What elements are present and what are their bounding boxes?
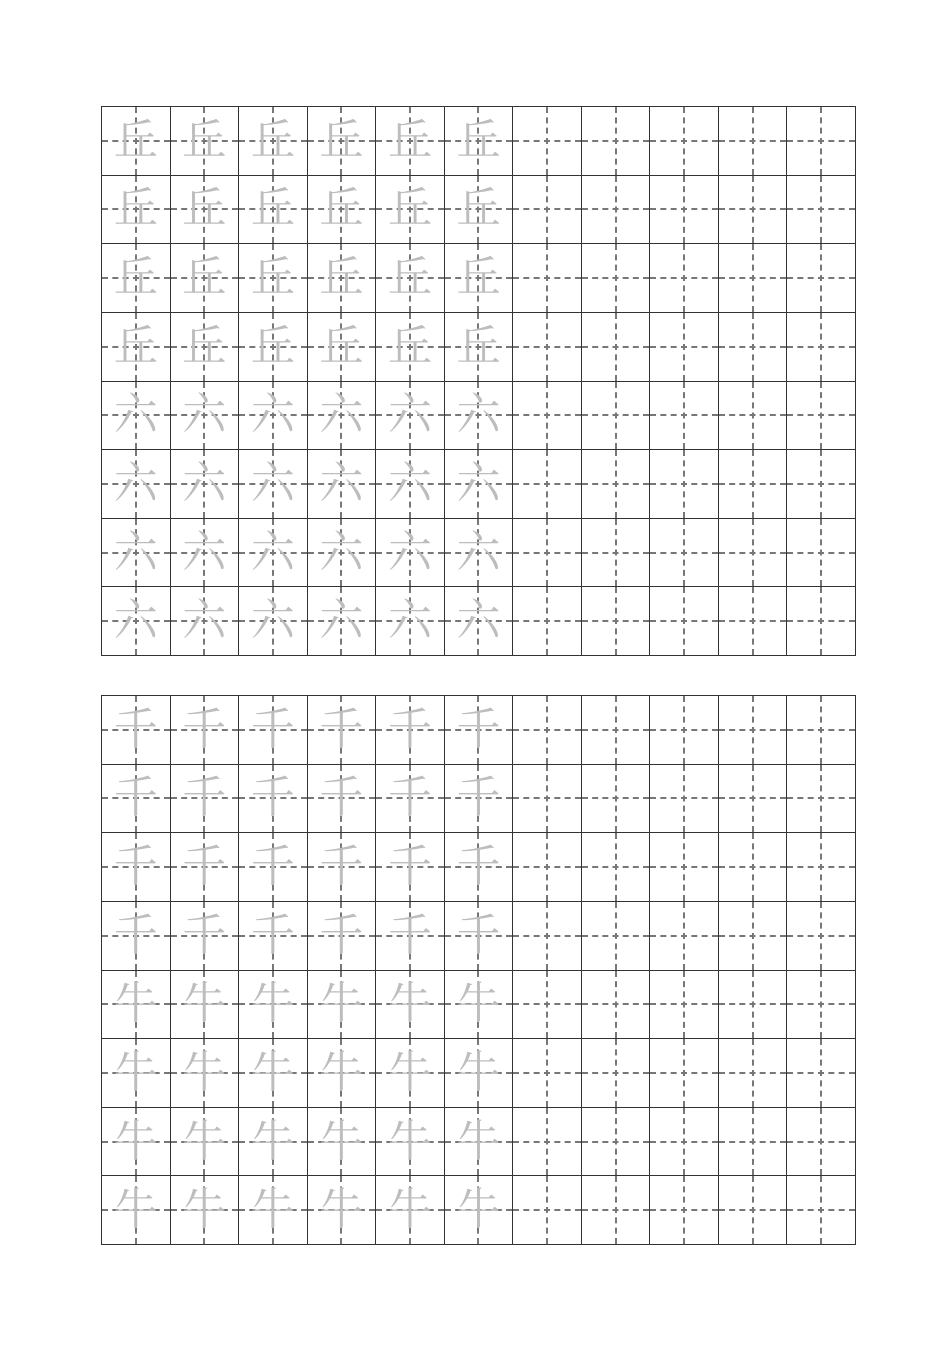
trace-character: 牛 xyxy=(113,1046,158,1098)
blank-writing-cell[interactable] xyxy=(787,1108,856,1177)
blank-writing-cell[interactable] xyxy=(787,519,856,588)
trace-character: 六 xyxy=(182,457,227,509)
trace-character: 六 xyxy=(456,389,501,441)
trace-character: 千 xyxy=(319,703,364,755)
blank-writing-cell[interactable] xyxy=(787,902,856,971)
trace-cell xyxy=(239,176,308,245)
trace-character: 牛 xyxy=(250,1184,295,1236)
trace-cell xyxy=(102,1039,171,1108)
trace-cell xyxy=(102,107,171,176)
trace-cell xyxy=(376,313,445,382)
trace-cell xyxy=(308,1108,377,1177)
trace-character: 千 xyxy=(250,772,295,824)
trace-cell xyxy=(102,971,171,1040)
trace-cell xyxy=(239,107,308,176)
trace-cell xyxy=(376,244,445,313)
trace-character: 丘 xyxy=(319,320,364,372)
trace-character: 丘 xyxy=(456,183,501,235)
trace-cell xyxy=(102,765,171,834)
trace-cell xyxy=(445,833,514,902)
blank-writing-cell[interactable] xyxy=(719,1039,788,1108)
trace-character: 牛 xyxy=(250,1046,295,1098)
trace-cell xyxy=(308,1176,377,1245)
trace-character: 六 xyxy=(456,457,501,509)
blank-writing-cell[interactable] xyxy=(650,902,719,971)
trace-character: 六 xyxy=(113,526,158,578)
trace-character: 千 xyxy=(182,909,227,961)
trace-character: 六 xyxy=(319,526,364,578)
trace-cell xyxy=(239,1108,308,1177)
trace-cell xyxy=(376,902,445,971)
blank-writing-cell[interactable] xyxy=(582,587,651,656)
trace-character: 千 xyxy=(387,909,432,961)
blank-writing-cell[interactable] xyxy=(513,902,582,971)
trace-character: 丘 xyxy=(113,114,158,166)
trace-character: 六 xyxy=(250,457,295,509)
trace-character: 牛 xyxy=(456,1046,501,1098)
trace-character: 六 xyxy=(456,526,501,578)
trace-character: 千 xyxy=(456,909,501,961)
blank-writing-cell[interactable] xyxy=(787,1039,856,1108)
trace-cell xyxy=(102,902,171,971)
trace-character: 六 xyxy=(113,389,158,441)
trace-character: 丘 xyxy=(250,320,295,372)
trace-character: 千 xyxy=(250,841,295,893)
trace-character: 丘 xyxy=(319,114,364,166)
trace-character: 六 xyxy=(319,595,364,647)
blank-writing-cell[interactable] xyxy=(787,971,856,1040)
trace-cell xyxy=(308,696,377,765)
trace-cell xyxy=(376,382,445,451)
blank-writing-cell[interactable] xyxy=(787,244,856,313)
trace-cell xyxy=(445,696,514,765)
trace-character: 六 xyxy=(250,526,295,578)
trace-character: 丘 xyxy=(113,252,158,304)
trace-character: 千 xyxy=(319,841,364,893)
trace-cell xyxy=(102,313,171,382)
trace-character: 丘 xyxy=(182,252,227,304)
trace-character: 六 xyxy=(387,389,432,441)
trace-cell xyxy=(308,176,377,245)
trace-character: 牛 xyxy=(113,978,158,1030)
blank-writing-cell[interactable] xyxy=(719,107,788,176)
trace-cell xyxy=(445,107,514,176)
trace-character: 丘 xyxy=(319,252,364,304)
trace-cell xyxy=(239,696,308,765)
trace-cell xyxy=(102,176,171,245)
trace-character: 六 xyxy=(319,389,364,441)
blank-writing-cell[interactable] xyxy=(513,382,582,451)
blank-writing-cell[interactable] xyxy=(513,1176,582,1245)
blank-writing-cell[interactable] xyxy=(650,244,719,313)
trace-character: 牛 xyxy=(387,1115,432,1167)
trace-cell xyxy=(308,107,377,176)
trace-cell xyxy=(308,765,377,834)
blank-writing-cell[interactable] xyxy=(513,587,582,656)
blank-writing-cell[interactable] xyxy=(513,1039,582,1108)
trace-character: 牛 xyxy=(387,978,432,1030)
trace-cell xyxy=(376,971,445,1040)
trace-cell xyxy=(102,450,171,519)
blank-writing-cell[interactable] xyxy=(582,971,651,1040)
trace-cell xyxy=(171,519,240,588)
trace-character: 牛 xyxy=(250,1115,295,1167)
blank-writing-cell[interactable] xyxy=(787,1176,856,1245)
trace-character: 千 xyxy=(182,841,227,893)
trace-cell xyxy=(239,244,308,313)
trace-character: 丘 xyxy=(182,183,227,235)
trace-cell xyxy=(445,382,514,451)
trace-character: 牛 xyxy=(182,1115,227,1167)
trace-character: 丘 xyxy=(113,183,158,235)
trace-cell xyxy=(445,1108,514,1177)
practice-sheet-1 xyxy=(101,106,856,656)
trace-character: 千 xyxy=(319,772,364,824)
trace-character: 千 xyxy=(387,841,432,893)
blank-writing-cell[interactable] xyxy=(513,244,582,313)
blank-writing-cell[interactable] xyxy=(513,833,582,902)
trace-cell xyxy=(445,765,514,834)
trace-character: 六 xyxy=(456,595,501,647)
trace-character: 牛 xyxy=(456,1115,501,1167)
trace-character: 六 xyxy=(182,526,227,578)
trace-cell xyxy=(171,176,240,245)
trace-cell xyxy=(376,1176,445,1245)
blank-writing-cell[interactable] xyxy=(719,1176,788,1245)
trace-cell xyxy=(308,313,377,382)
blank-writing-cell[interactable] xyxy=(787,587,856,656)
blank-writing-cell[interactable] xyxy=(650,1039,719,1108)
blank-writing-cell[interactable] xyxy=(513,971,582,1040)
trace-cell xyxy=(171,971,240,1040)
trace-character: 牛 xyxy=(182,1184,227,1236)
trace-character: 牛 xyxy=(319,1184,364,1236)
blank-writing-cell[interactable] xyxy=(719,765,788,834)
trace-cell xyxy=(102,382,171,451)
trace-cell xyxy=(239,587,308,656)
trace-character: 六 xyxy=(387,595,432,647)
trace-cell xyxy=(102,1176,171,1245)
trace-character: 牛 xyxy=(319,1115,364,1167)
blank-writing-cell[interactable] xyxy=(650,587,719,656)
blank-writing-cell[interactable] xyxy=(582,519,651,588)
blank-writing-cell[interactable] xyxy=(513,176,582,245)
blank-writing-cell[interactable] xyxy=(582,833,651,902)
trace-cell xyxy=(308,519,377,588)
trace-cell xyxy=(171,107,240,176)
blank-writing-cell[interactable] xyxy=(582,382,651,451)
trace-cell xyxy=(308,1039,377,1108)
trace-character: 千 xyxy=(113,703,158,755)
trace-cell xyxy=(445,971,514,1040)
trace-character: 牛 xyxy=(182,1046,227,1098)
trace-cell xyxy=(171,833,240,902)
trace-character: 千 xyxy=(456,772,501,824)
trace-character: 牛 xyxy=(113,1184,158,1236)
trace-cell xyxy=(308,244,377,313)
trace-character: 丘 xyxy=(387,183,432,235)
trace-cell xyxy=(376,519,445,588)
trace-character: 丘 xyxy=(387,320,432,372)
trace-cell xyxy=(171,313,240,382)
trace-cell xyxy=(308,971,377,1040)
blank-writing-cell[interactable] xyxy=(650,971,719,1040)
blank-writing-cell[interactable] xyxy=(719,902,788,971)
blank-writing-cell[interactable] xyxy=(650,176,719,245)
blank-writing-cell[interactable] xyxy=(787,696,856,765)
trace-cell xyxy=(171,450,240,519)
trace-character: 千 xyxy=(456,841,501,893)
trace-character: 丘 xyxy=(113,320,158,372)
trace-cell xyxy=(171,587,240,656)
trace-character: 千 xyxy=(113,841,158,893)
blank-writing-cell[interactable] xyxy=(719,244,788,313)
blank-writing-cell[interactable] xyxy=(513,696,582,765)
blank-writing-cell[interactable] xyxy=(650,696,719,765)
blank-writing-cell[interactable] xyxy=(582,176,651,245)
trace-character: 丘 xyxy=(250,114,295,166)
trace-character: 牛 xyxy=(456,978,501,1030)
trace-cell xyxy=(376,765,445,834)
trace-character: 丘 xyxy=(182,114,227,166)
blank-writing-cell[interactable] xyxy=(650,382,719,451)
trace-cell xyxy=(239,971,308,1040)
blank-writing-cell[interactable] xyxy=(582,313,651,382)
trace-character: 牛 xyxy=(113,1115,158,1167)
blank-writing-cell[interactable] xyxy=(719,176,788,245)
trace-character: 牛 xyxy=(387,1046,432,1098)
blank-writing-cell[interactable] xyxy=(787,382,856,451)
trace-cell xyxy=(239,450,308,519)
blank-writing-cell[interactable] xyxy=(650,519,719,588)
blank-writing-cell[interactable] xyxy=(650,450,719,519)
trace-character: 六 xyxy=(113,595,158,647)
trace-cell xyxy=(239,313,308,382)
blank-writing-cell[interactable] xyxy=(787,765,856,834)
blank-writing-cell[interactable] xyxy=(719,587,788,656)
blank-writing-cell[interactable] xyxy=(582,902,651,971)
trace-cell xyxy=(171,1039,240,1108)
trace-cell xyxy=(376,1108,445,1177)
blank-writing-cell[interactable] xyxy=(513,519,582,588)
trace-cell xyxy=(445,1039,514,1108)
trace-character: 丘 xyxy=(387,252,432,304)
blank-writing-cell[interactable] xyxy=(650,765,719,834)
trace-character: 牛 xyxy=(319,1046,364,1098)
blank-writing-cell[interactable] xyxy=(719,833,788,902)
trace-character: 牛 xyxy=(319,978,364,1030)
trace-character: 牛 xyxy=(387,1184,432,1236)
trace-character: 丘 xyxy=(456,320,501,372)
blank-writing-cell[interactable] xyxy=(719,519,788,588)
trace-character: 千 xyxy=(387,772,432,824)
trace-cell xyxy=(308,382,377,451)
blank-writing-cell[interactable] xyxy=(650,107,719,176)
trace-cell xyxy=(102,833,171,902)
trace-cell xyxy=(171,765,240,834)
trace-character: 丘 xyxy=(456,252,501,304)
trace-character: 丘 xyxy=(182,320,227,372)
trace-character: 千 xyxy=(387,703,432,755)
blank-writing-cell[interactable] xyxy=(719,450,788,519)
blank-writing-cell[interactable] xyxy=(719,1108,788,1177)
trace-cell xyxy=(445,176,514,245)
trace-cell xyxy=(239,833,308,902)
trace-character: 千 xyxy=(250,909,295,961)
trace-cell xyxy=(171,244,240,313)
blank-writing-cell[interactable] xyxy=(719,313,788,382)
blank-writing-cell[interactable] xyxy=(650,1108,719,1177)
blank-writing-cell[interactable] xyxy=(582,1039,651,1108)
blank-writing-cell[interactable] xyxy=(582,244,651,313)
trace-cell xyxy=(376,696,445,765)
trace-character: 六 xyxy=(113,457,158,509)
blank-writing-cell[interactable] xyxy=(513,450,582,519)
trace-cell xyxy=(239,1039,308,1108)
trace-cell xyxy=(445,519,514,588)
trace-cell xyxy=(376,587,445,656)
trace-character: 六 xyxy=(387,457,432,509)
trace-cell xyxy=(308,587,377,656)
trace-cell xyxy=(239,519,308,588)
trace-character: 六 xyxy=(319,457,364,509)
trace-cell xyxy=(171,1108,240,1177)
trace-cell xyxy=(445,244,514,313)
trace-cell xyxy=(102,696,171,765)
trace-character: 牛 xyxy=(250,978,295,1030)
blank-writing-cell[interactable] xyxy=(513,1108,582,1177)
trace-character: 六 xyxy=(182,595,227,647)
blank-writing-cell[interactable] xyxy=(787,450,856,519)
trace-character: 千 xyxy=(113,909,158,961)
trace-character: 丘 xyxy=(250,183,295,235)
trace-character: 千 xyxy=(182,703,227,755)
blank-writing-cell[interactable] xyxy=(787,833,856,902)
blank-writing-cell[interactable] xyxy=(513,313,582,382)
trace-character: 六 xyxy=(387,526,432,578)
trace-cell xyxy=(239,1176,308,1245)
trace-character: 六 xyxy=(182,389,227,441)
trace-character: 丘 xyxy=(319,183,364,235)
blank-writing-cell[interactable] xyxy=(513,107,582,176)
trace-cell xyxy=(239,382,308,451)
blank-writing-cell[interactable] xyxy=(719,971,788,1040)
trace-cell xyxy=(445,902,514,971)
trace-cell xyxy=(376,450,445,519)
trace-cell xyxy=(376,176,445,245)
trace-character: 牛 xyxy=(182,978,227,1030)
trace-character: 千 xyxy=(250,703,295,755)
trace-cell xyxy=(102,1108,171,1177)
trace-cell xyxy=(239,902,308,971)
trace-cell xyxy=(445,450,514,519)
blank-writing-cell[interactable] xyxy=(582,696,651,765)
trace-character: 千 xyxy=(456,703,501,755)
trace-character: 丘 xyxy=(456,114,501,166)
trace-cell xyxy=(376,1039,445,1108)
trace-cell xyxy=(102,244,171,313)
trace-cell xyxy=(102,519,171,588)
trace-character: 牛 xyxy=(456,1184,501,1236)
trace-cell xyxy=(171,1176,240,1245)
blank-writing-cell[interactable] xyxy=(650,833,719,902)
practice-sheet-2 xyxy=(101,695,856,1245)
blank-writing-cell[interactable] xyxy=(582,450,651,519)
trace-character: 千 xyxy=(319,909,364,961)
trace-cell xyxy=(102,587,171,656)
blank-writing-cell[interactable] xyxy=(787,313,856,382)
trace-cell xyxy=(308,833,377,902)
blank-writing-cell[interactable] xyxy=(719,382,788,451)
trace-cell xyxy=(239,765,308,834)
trace-cell xyxy=(445,313,514,382)
blank-writing-cell[interactable] xyxy=(582,1176,651,1245)
blank-writing-cell[interactable] xyxy=(582,1108,651,1177)
trace-cell xyxy=(376,833,445,902)
blank-writing-cell[interactable] xyxy=(787,107,856,176)
trace-character: 千 xyxy=(113,772,158,824)
blank-writing-cell[interactable] xyxy=(582,765,651,834)
blank-writing-cell[interactable] xyxy=(719,696,788,765)
trace-cell xyxy=(376,107,445,176)
trace-cell xyxy=(308,902,377,971)
blank-writing-cell[interactable] xyxy=(650,1176,719,1245)
trace-character: 丘 xyxy=(387,114,432,166)
trace-character: 丘 xyxy=(250,252,295,304)
trace-cell xyxy=(445,587,514,656)
trace-character: 六 xyxy=(250,595,295,647)
trace-cell xyxy=(171,382,240,451)
trace-cell xyxy=(445,1176,514,1245)
blank-writing-cell[interactable] xyxy=(650,313,719,382)
trace-cell xyxy=(171,902,240,971)
blank-writing-cell[interactable] xyxy=(787,176,856,245)
trace-cell xyxy=(171,696,240,765)
blank-writing-cell[interactable] xyxy=(582,107,651,176)
trace-character: 六 xyxy=(250,389,295,441)
blank-writing-cell[interactable] xyxy=(513,765,582,834)
trace-cell xyxy=(308,450,377,519)
trace-character: 千 xyxy=(182,772,227,824)
